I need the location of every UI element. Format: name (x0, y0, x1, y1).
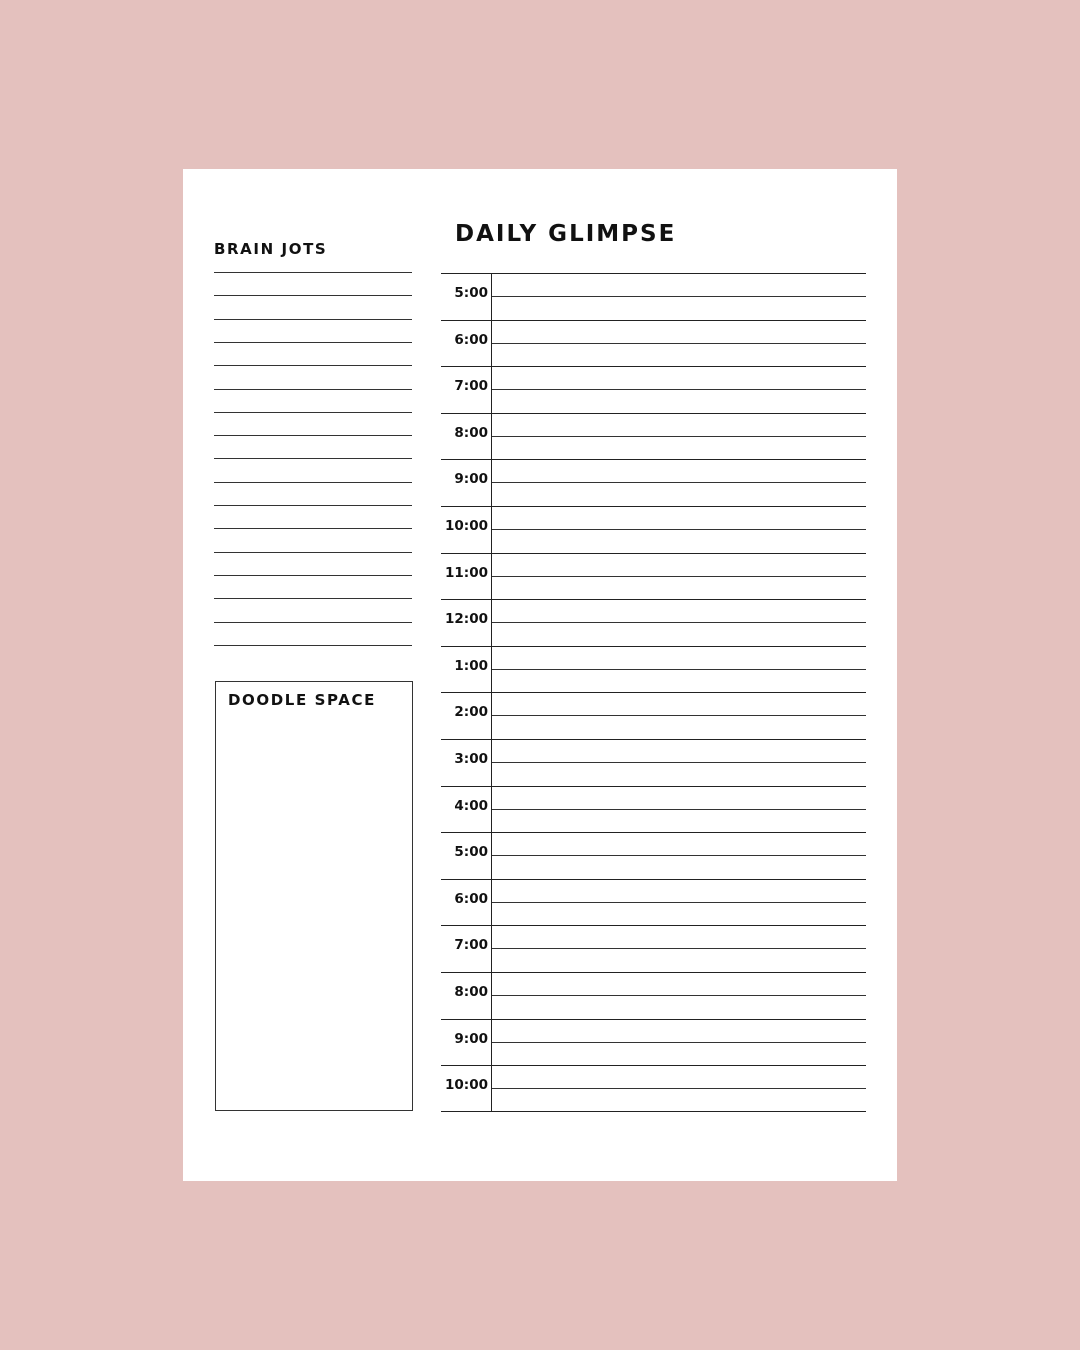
hour-line (441, 1065, 866, 1066)
doodle-space-box (215, 681, 413, 1111)
hour-line (441, 553, 866, 554)
time-slot (441, 646, 866, 693)
daily-glimpse-title: DAILY GLIMPSE (455, 221, 677, 247)
time-slot (441, 972, 866, 1019)
time-slot (441, 506, 866, 553)
brain-jot-line (214, 435, 412, 436)
time-slot (441, 553, 866, 600)
time-slot (441, 273, 866, 320)
hour-line (441, 273, 866, 274)
hour-line (441, 1019, 866, 1020)
brain-jot-line (214, 342, 412, 343)
hour-line (441, 925, 866, 926)
time-slot (441, 599, 866, 646)
time-label: 6:00 (454, 331, 488, 348)
hour-line (441, 739, 866, 740)
brain-jots-lines (214, 272, 412, 646)
half-hour-line (492, 389, 866, 390)
brain-jot-line (214, 272, 412, 273)
brain-jot-line (214, 458, 412, 459)
time-slot (441, 1019, 866, 1066)
daily-schedule (441, 273, 866, 1113)
time-label: 12:00 (445, 611, 488, 628)
time-label: 7:00 (454, 378, 488, 395)
brain-jot-line (214, 645, 412, 646)
brain-jot-line (214, 295, 412, 296)
half-hour-line (492, 296, 866, 297)
half-hour-line (492, 948, 866, 949)
time-slot (441, 366, 866, 413)
hour-line (441, 832, 866, 833)
time-slot (441, 1065, 866, 1112)
half-hour-line (492, 995, 866, 996)
time-label: 5:00 (454, 285, 488, 301)
brain-jot-line (214, 365, 412, 366)
doodle-space-title: DOODLE SPACE (228, 691, 376, 709)
hour-line (441, 692, 866, 693)
time-slot (441, 320, 866, 367)
half-hour-line (492, 762, 866, 763)
time-label: 3:00 (454, 751, 488, 767)
half-hour-line (492, 715, 866, 716)
time-label: 9:00 (454, 471, 488, 488)
brain-jot-line (214, 598, 412, 599)
brain-jots-title: BRAIN JOTS (214, 240, 328, 258)
half-hour-line (492, 436, 866, 437)
time-label: 7:00 (454, 937, 488, 954)
time-slot (441, 739, 866, 786)
half-hour-line (492, 1042, 866, 1043)
brain-jot-line (214, 319, 412, 320)
time-label: 8:00 (454, 984, 488, 1000)
brain-jot-line (214, 412, 412, 413)
brain-jot-line (214, 505, 412, 506)
half-hour-line (492, 482, 866, 483)
hour-line (441, 366, 866, 367)
time-label: 1:00 (454, 657, 488, 674)
hour-line (441, 320, 866, 321)
time-slot (441, 832, 866, 879)
half-hour-line (492, 809, 866, 810)
hour-line (441, 413, 866, 414)
brain-jot-line (214, 622, 412, 623)
brain-jot-line (214, 389, 412, 390)
hour-line (441, 786, 866, 787)
half-hour-line (492, 855, 866, 856)
hour-line (441, 599, 866, 600)
half-hour-line (492, 343, 866, 344)
time-label: 2:00 (454, 704, 488, 721)
time-label: 6:00 (454, 890, 488, 907)
brain-jot-line (214, 552, 412, 553)
half-hour-line (492, 669, 866, 670)
time-label: 8:00 (454, 424, 488, 441)
brain-jot-line (214, 575, 412, 576)
time-slot (441, 925, 866, 972)
hour-line (441, 506, 866, 507)
time-slot (441, 413, 866, 460)
time-slot (441, 459, 866, 506)
time-slot (441, 692, 866, 739)
time-label: 5:00 (454, 844, 488, 861)
hour-line (441, 972, 866, 973)
hour-line (441, 879, 866, 880)
planner-sheet (183, 169, 897, 1181)
time-label: 11:00 (445, 564, 488, 581)
time-label: 9:00 (454, 1030, 488, 1047)
half-hour-line (492, 1088, 866, 1089)
time-slot (441, 786, 866, 833)
half-hour-line (492, 902, 866, 903)
time-label: 10:00 (445, 518, 488, 534)
half-hour-line (492, 576, 866, 577)
brain-jot-line (214, 482, 412, 483)
brain-jot-line (214, 528, 412, 529)
hour-line (441, 646, 866, 647)
hour-line (441, 459, 866, 460)
time-label: 10:00 (445, 1077, 488, 1094)
half-hour-line (492, 622, 866, 623)
half-hour-line (492, 529, 866, 530)
time-slot (441, 879, 866, 926)
time-label: 4:00 (454, 797, 488, 814)
